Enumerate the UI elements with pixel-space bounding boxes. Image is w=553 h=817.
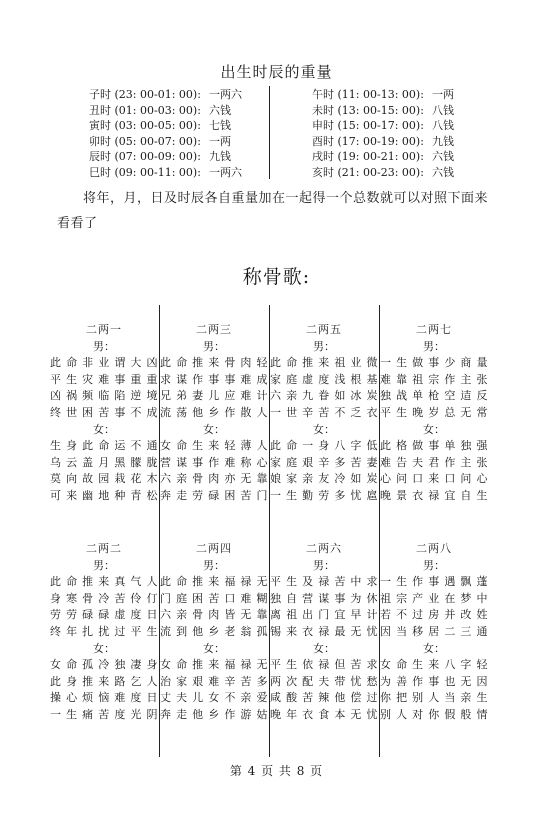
birth-hour-row (89, 87, 259, 103)
female-label: 女： (423, 422, 445, 436)
instruction-paragraph: 将年，月，日及时辰各自重量加在一起得一个总数就可以对照下面来看看了 (57, 191, 489, 231)
birth-hour-weight: 一两六 (209, 88, 242, 101)
male-poem-line: 因当移居二三通 (380, 624, 488, 638)
male-poem-line: 此命推来福禄无 (160, 575, 268, 589)
poem-block (160, 541, 268, 724)
poem-block (50, 541, 158, 724)
female-poem-line: 治家艰难辛苦多 (160, 674, 268, 688)
poem-block (270, 322, 378, 505)
male-poem-line: 门庭困苦口难糊 (160, 591, 268, 605)
female-poem-line: 操心烦恼难度日 (50, 691, 158, 705)
poem-block (160, 322, 268, 505)
male-poem-line: 身寒骨冷苦伶仃 (50, 591, 158, 605)
female-poem-line: 为善作事也无因 (380, 674, 488, 688)
birth-hour-row (89, 134, 259, 150)
birth-hour-row (89, 165, 259, 181)
female-poem-line: 一生勤劳多忧扈 (270, 488, 378, 502)
female-label: 女： (93, 641, 115, 655)
female-poem-line: 此身推来路乞人 (50, 674, 158, 688)
birth-hour-weight: 九钱 (432, 134, 454, 148)
male-poem-line: 一生作事遇飘蓬 (380, 575, 488, 589)
male-poem-line: 一世辛苦不乏衣 (270, 405, 378, 419)
birth-hour-row (312, 134, 482, 150)
poem-block-title: 二两六 (306, 542, 342, 555)
column-divider (269, 86, 270, 179)
female-poem-line: 别人对你假般情 (380, 707, 488, 721)
male-label: 男： (313, 558, 335, 572)
poem-block-title: 二两七 (416, 323, 452, 336)
male-poem-line: 此命推来骨肉轻 (160, 356, 268, 370)
birth-hour-weight: 一两六 (209, 165, 242, 179)
birth-hour-weight: 一两 (432, 88, 454, 101)
male-poem-line: 流荡他乡作散人 (160, 405, 268, 419)
female-poem-line: 丈夫儿女不亲爱 (160, 691, 268, 705)
female-poem-line: 一生痛苦度光阴 (50, 707, 158, 721)
male-label: 男： (93, 558, 115, 572)
male-poem-line: 独战单枪空迼反 (380, 389, 488, 403)
birth-hour-range: 午时 (11: 00-13: 00): (312, 88, 424, 101)
male-poem-line: 终世困苦事不成 (50, 405, 158, 419)
birth-hour-list-right (312, 87, 482, 181)
male-label: 男： (93, 339, 115, 353)
female-poem-line: 六亲骨肉亦无靠 (160, 472, 268, 486)
birth-hour-range: 子时 (23: 00-01: 00): (89, 88, 201, 101)
female-poem-line: 晚景衣禄宜自生 (380, 488, 488, 502)
page-footer: 第 4 页 共 8 页 (229, 764, 324, 778)
male-poem-line: 流到他乡老翁孤 (160, 624, 268, 638)
male-poem-line: 平生灾难事重重 (50, 372, 158, 386)
birth-hour-weight: 九钱 (209, 150, 231, 164)
birth-hour-row (89, 149, 259, 165)
male-poem-line: 终年扎扰过平生 (50, 624, 158, 638)
male-poem-line: 求谋作事事难成 (160, 372, 268, 386)
birth-hour-range: 申时 (15: 00-17: 00): (312, 119, 424, 133)
male-poem-line: 劳劳碌碌虚度日 (50, 608, 158, 622)
birth-hour-weight: 六钱 (209, 103, 231, 117)
male-poem-line: 若不过房并改姓 (380, 608, 488, 622)
male-poem-line: 平生晚岁总无常 (380, 405, 488, 419)
birth-hour-range: 亥时 (21: 00-23: 00): (312, 165, 424, 179)
female-label: 女： (313, 641, 335, 655)
female-poem-line: 女命推来福禄无 (160, 658, 268, 672)
poem-block-title: 二两一 (86, 323, 122, 336)
poem-block-title: 二两五 (306, 323, 342, 336)
female-poem-line: 莫向故园栽花木 (50, 472, 158, 486)
birth-hour-weight: 七钱 (209, 119, 231, 133)
birth-hour-range: 巳时 (09: 00-11: 00): (89, 165, 201, 179)
birth-hour-weight: 一两 (209, 134, 231, 148)
female-poem-line: 营谋事作难称心 (160, 455, 268, 469)
birth-hour-weight: 八钱 (432, 119, 454, 133)
birth-hour-range: 卯时 (05: 00-07: 00): (89, 134, 201, 148)
birth-hour-range: 辰时 (07: 00-09: 00): (89, 150, 201, 164)
birth-hour-row (89, 103, 259, 119)
female-poem-line: 两次配夫带忧愁 (270, 674, 378, 688)
poem-block (380, 541, 488, 724)
male-label: 男： (203, 339, 225, 353)
poem-block (270, 541, 378, 724)
male-poem-line: 离祖出门宜早计 (270, 608, 378, 622)
female-poem-line: 女命生来八字轻 (380, 658, 488, 672)
birth-hour-range: 寅时 (03: 00-05: 00): (89, 119, 201, 133)
male-label: 男： (423, 339, 445, 353)
male-poem-line: 此命推来真气人 (50, 575, 158, 589)
male-poem-line: 此命推来祖业微 (270, 356, 378, 370)
male-poem-line: 难靠祖宗作主张 (380, 372, 488, 386)
poem-block-title: 二两三 (196, 323, 232, 336)
poem-block-title: 二两八 (416, 542, 452, 555)
birth-hour-range: 戌时 (19: 00-21: 00): (312, 150, 424, 164)
female-poem-line: 咸酸苦辣他偿过 (270, 691, 378, 705)
birth-hour-weight: 六钱 (432, 150, 454, 164)
poem-block-title: 二两二 (86, 542, 122, 555)
female-poem-line: 娘家亲友冷如炭 (270, 472, 378, 486)
male-poem-line: 六亲九眷如冰炭 (270, 389, 378, 403)
birth-hour-range: 酉时 (17: 00-19: 00): (312, 134, 424, 148)
male-poem-line: 独自营谋事为休 (270, 591, 378, 605)
birth-hour-range: 未时 (13: 00-15: 00): (312, 103, 424, 117)
poem-block (380, 322, 488, 505)
male-label: 男： (423, 558, 445, 572)
birth-hour-weight: 八钱 (432, 103, 454, 117)
female-poem-line: 你把别人当亲生 (380, 691, 488, 705)
female-poem-line: 奔走他乡作游姑 (160, 707, 268, 721)
female-poem-line: 生身此命运不通 (50, 439, 158, 453)
male-label: 男： (313, 339, 335, 353)
male-poem-line: 一生做事少商量 (380, 356, 488, 370)
birth-hour-list-left (89, 87, 259, 181)
female-poem-line: 乌云盖月黑朦胧 (50, 455, 158, 469)
poem-block (50, 322, 158, 505)
female-poem-line: 家庭艰辛多苦妻 (270, 455, 378, 469)
weight-table-title: 出生时辰的重量 (220, 63, 333, 81)
male-poem-line: 凶祸频临陷逆境 (50, 389, 158, 403)
birth-hour-row (312, 165, 482, 181)
birth-hour-row (312, 118, 482, 134)
birth-hour-row (312, 87, 482, 103)
female-label: 女： (423, 641, 445, 655)
female-poem-line: 可来幽地种青松 (50, 488, 158, 502)
male-poem-line: 祖宗产业在梦中 (380, 591, 488, 605)
male-poem-line: 此命非业谓大凶 (50, 356, 158, 370)
male-label: 男： (203, 558, 225, 572)
birth-hour-range: 丑时 (01: 00-03: 00): (89, 103, 201, 117)
female-poem-line: 女命生来轻薄人 (160, 439, 268, 453)
female-poem-line: 平生依禄但苦求 (270, 658, 378, 672)
male-poem-line: 家庭虚度浅根基 (270, 372, 378, 386)
birth-hour-row (312, 103, 482, 119)
female-label: 女： (203, 641, 225, 655)
female-label: 女： (313, 422, 335, 436)
female-poem-line: 难告夫君作主张 (380, 455, 488, 469)
male-poem-line: 平生及禄苦中求 (270, 575, 378, 589)
poem-section-title: 称骨歌: (242, 266, 311, 288)
female-poem-line: 此命一身八字低 (270, 439, 378, 453)
female-label: 女： (203, 422, 225, 436)
birth-hour-row (312, 149, 482, 165)
female-poem-line: 此格做事单独强 (380, 439, 488, 453)
male-poem-line: 锡来衣禄最无忧 (270, 624, 378, 638)
female-poem-line: 奔走劳碌困苦门 (160, 488, 268, 502)
female-label: 女： (93, 422, 115, 436)
birth-hour-row (89, 118, 259, 134)
birth-hour-weight: 六钱 (432, 165, 454, 179)
female-poem-line: 女命孤冷独凄身 (50, 658, 158, 672)
poem-block-title: 二两四 (196, 542, 232, 555)
male-poem-line: 兄弟妻儿应难计 (160, 389, 268, 403)
female-poem-line: 晚年衣食本无忧 (270, 707, 378, 721)
male-poem-line: 六亲骨肉皆无靠 (160, 608, 268, 622)
female-poem-line: 心问口来口问心 (380, 472, 488, 486)
